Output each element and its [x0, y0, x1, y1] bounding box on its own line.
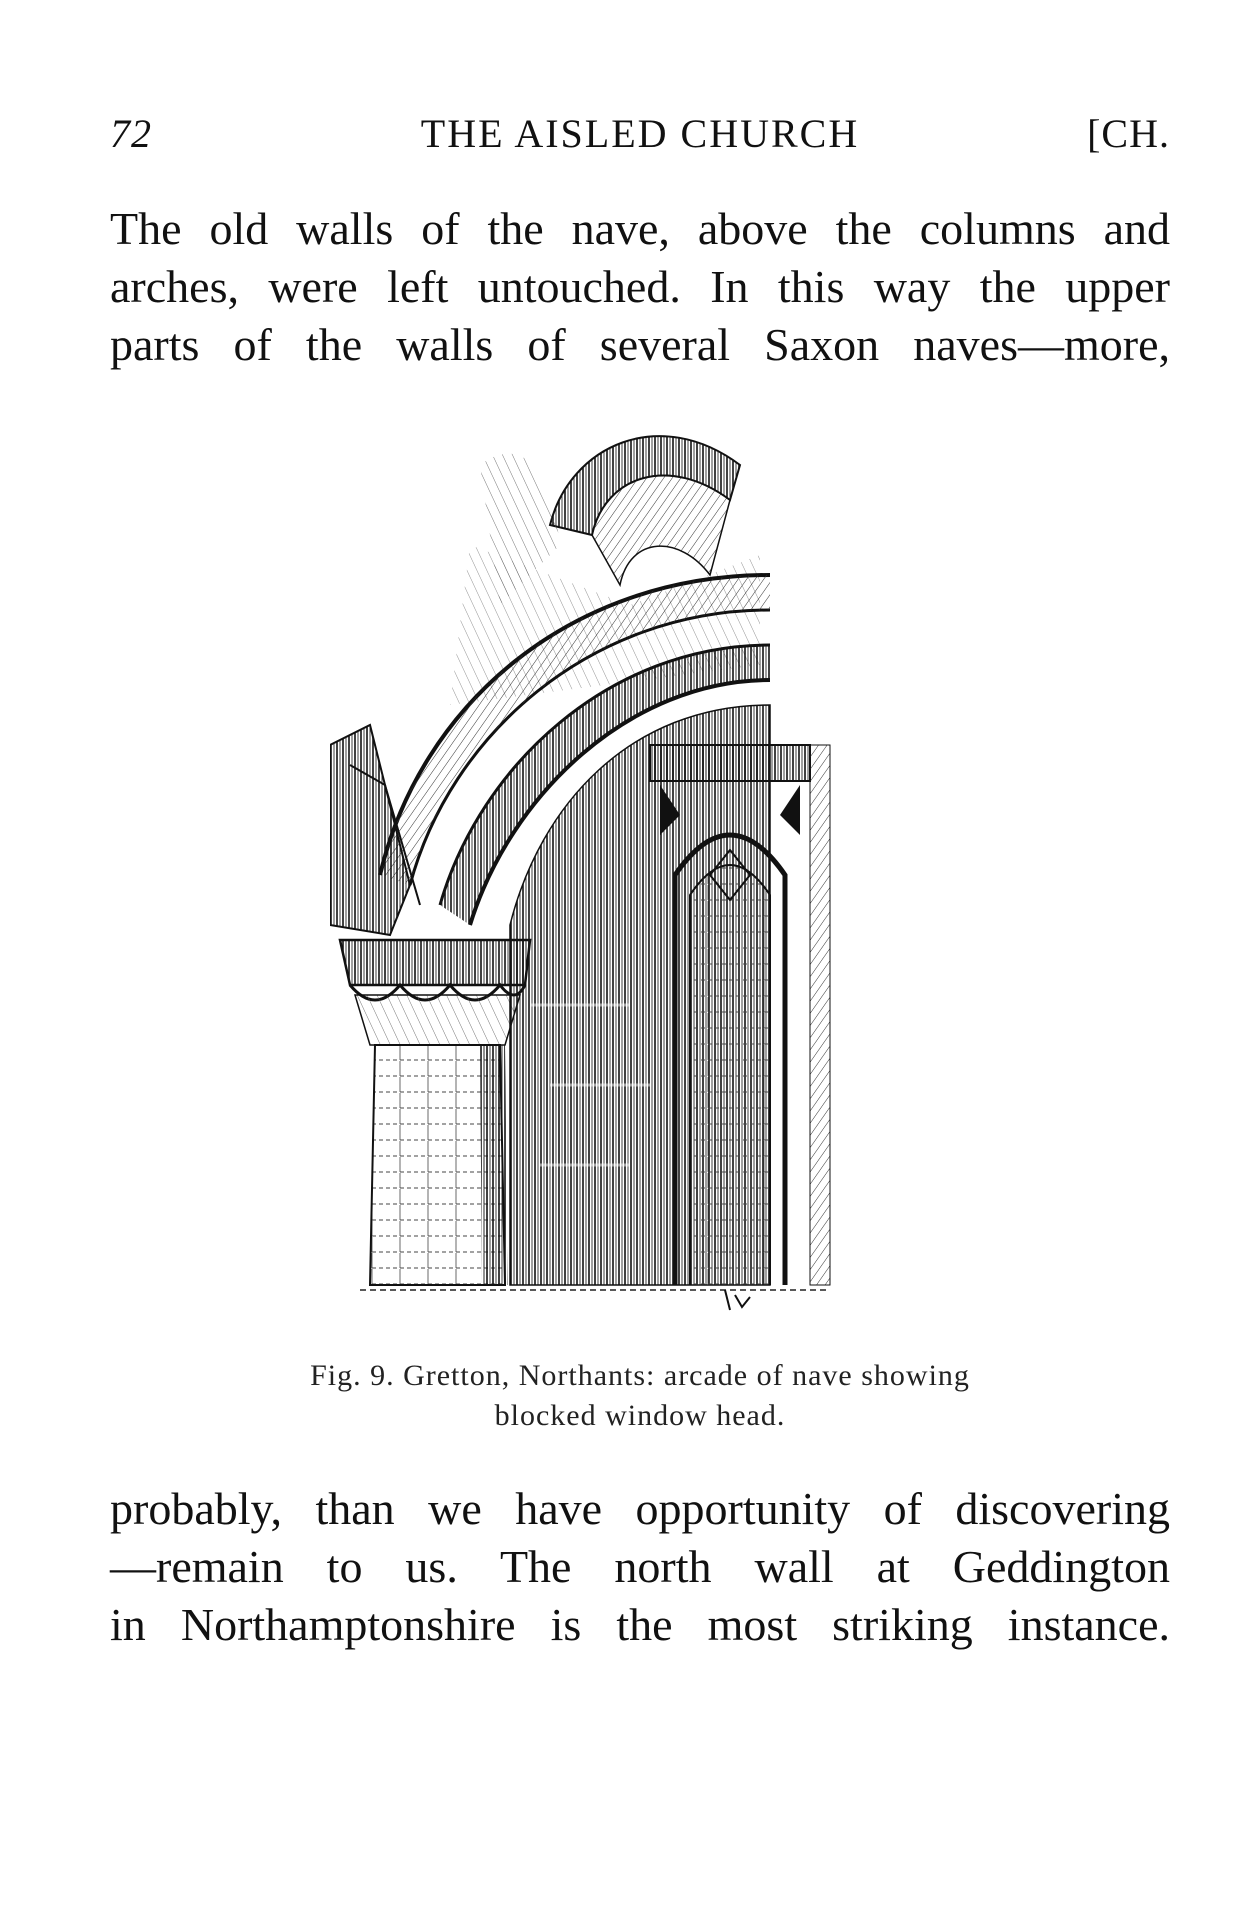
- paragraph-line: parts of the walls of several Saxon naves—more,: [110, 319, 1170, 370]
- page-number: 72: [110, 111, 152, 156]
- page-header: [110, 110, 1170, 170]
- chapter-mark: [CH.: [1087, 111, 1170, 156]
- arcade-drawing-icon: [330, 405, 950, 1335]
- caption-line: Fig. 9. Gretton, Northants: arcade of nave showing: [310, 1359, 970, 1392]
- caption-line: blocked window head.: [494, 1399, 786, 1432]
- running-title: THE AISLED CHURCH: [420, 111, 860, 156]
- figure-caption: [200, 1356, 1080, 1436]
- paragraph-line: arches, were left untouched. In this way the upper: [110, 261, 1170, 312]
- paragraph-line: The old walls of the nave, above the columns and: [110, 203, 1170, 254]
- paragraph-line: probably, than we have opportunity of discovering: [110, 1483, 1170, 1534]
- paragraph-line: —remain to us. The north wall at Geddington: [110, 1541, 1170, 1592]
- paragraph-bottom: [110, 1480, 1170, 1654]
- paragraph-line: in Northamptonshire is the most striking instance.: [110, 1599, 1170, 1650]
- paragraph-top: [110, 200, 1170, 374]
- arcade-illustration: [330, 405, 950, 1335]
